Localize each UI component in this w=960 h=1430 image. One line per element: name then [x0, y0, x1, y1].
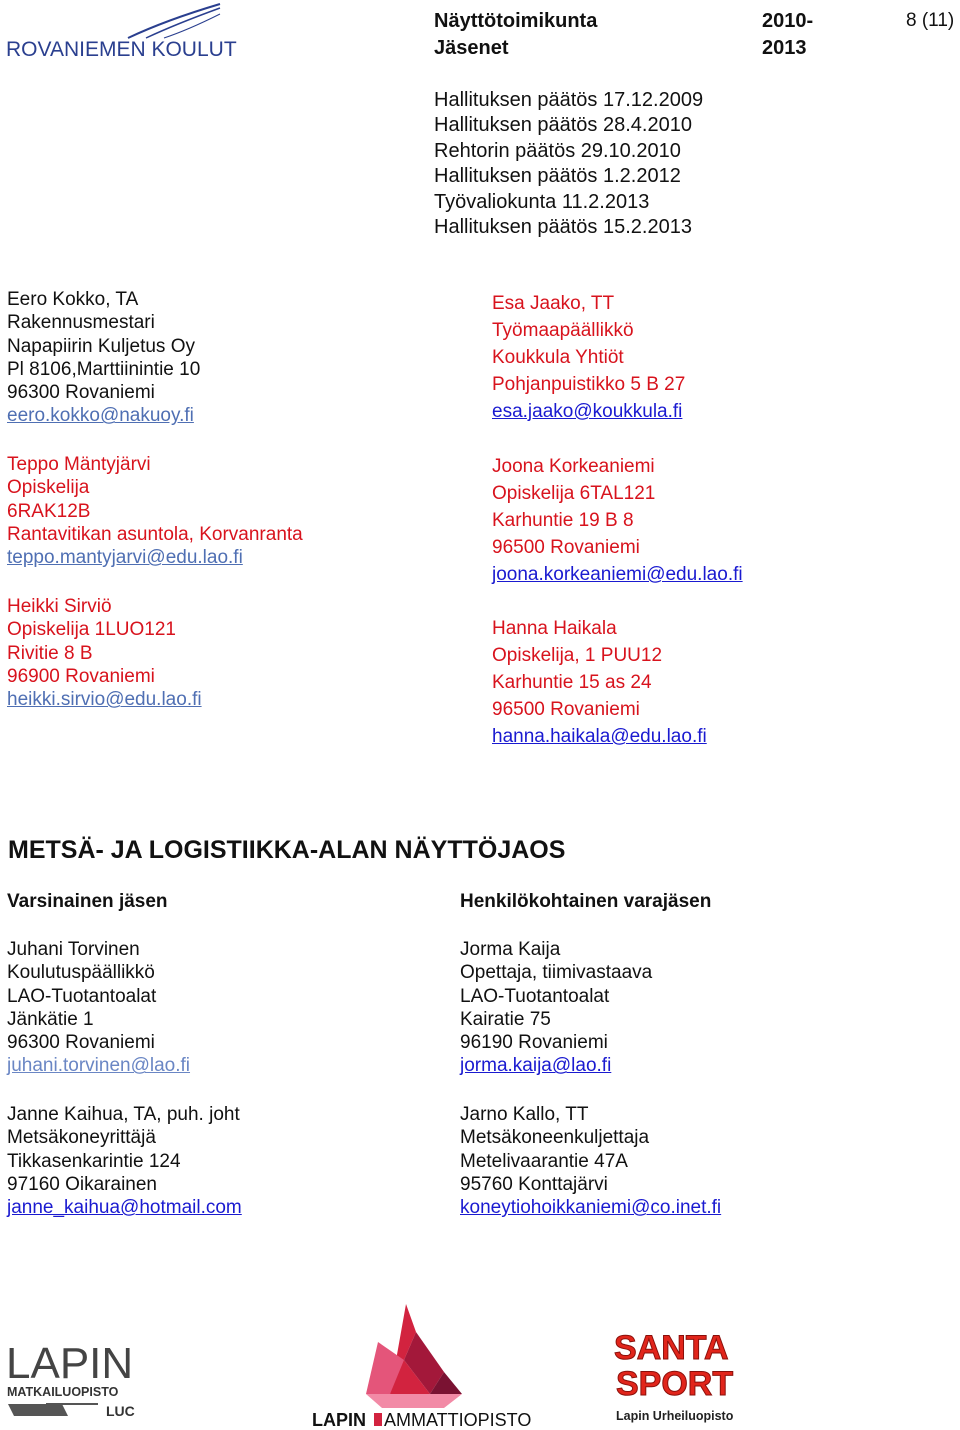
- member-line: 95760 Konttajärvi: [460, 1173, 608, 1195]
- member-line: Metsäkoneenkuljettaja: [460, 1127, 650, 1149]
- member-line: Jänkätie 1: [7, 1008, 94, 1030]
- member-line: Rantavitikan asuntola, Korvanranta: [7, 523, 303, 545]
- member-line: 96190 Rovaniemi: [460, 1032, 608, 1054]
- member-line: 96300 Rovaniemi: [7, 382, 155, 404]
- section-title: METSÄ- JA LOGISTIIKKA-ALAN NÄYTTÖJAOS: [8, 836, 566, 864]
- member-line: Opiskelija 1LUO121: [7, 619, 176, 641]
- member-line: Juhani Torvinen: [7, 939, 140, 960]
- email-link[interactable]: heikki.sirvio@edu.lao.fi: [7, 689, 202, 711]
- title-line-2: Jäsenet: [434, 37, 509, 59]
- column-heading-regular: Varsinainen jäsen: [7, 891, 168, 912]
- email-link[interactable]: eero.kokko@nakuoy.fi: [7, 405, 194, 427]
- member-line: Metsäkoneyrittäjä: [7, 1127, 156, 1149]
- email-link[interactable]: joona.korkeaniemi@edu.lao.fi: [492, 564, 743, 585]
- urheiluopisto-word: Lapin Urheiluopisto: [616, 1409, 734, 1423]
- member-line: Esa Jaako, TT: [492, 293, 615, 314]
- decision-item: Rehtorin päätös 29.10.2010: [434, 139, 681, 162]
- member-line: Hanna Haikala: [492, 618, 617, 639]
- member-line: Rivitie 8 B: [7, 642, 93, 664]
- email-link[interactable]: janne_kaihua@hotmail.com: [7, 1197, 242, 1219]
- member-line: Työmaapäällikkö: [492, 320, 634, 341]
- member-line: Metelivaarantie 47A: [460, 1150, 628, 1172]
- member-esa-jaako: [492, 290, 685, 425]
- member-jarno-kallo: [460, 1103, 721, 1219]
- member-line: Teppo Mäntyjärvi: [7, 454, 151, 475]
- member-line: Opiskelija: [7, 477, 90, 499]
- matkailuopisto-word: MATKAILUOPISTO: [7, 1385, 119, 1399]
- lapin-word: LAPIN: [6, 1339, 134, 1388]
- member-line: Napapiirin Kuljetus Oy: [7, 335, 195, 357]
- member-line: 97160 Oikarainen: [7, 1173, 157, 1195]
- member-hanna-haikala: [492, 615, 707, 750]
- member-janne-kaihua: [7, 1103, 242, 1219]
- lapin-matkailuopisto-logo: [6, 1334, 146, 1424]
- member-line: Rakennusmestari: [7, 312, 155, 334]
- email-link[interactable]: juhani.torvinen@lao.fi: [7, 1055, 191, 1077]
- header-period: [762, 8, 813, 62]
- member-line: 96500 Rovaniemi: [492, 537, 640, 558]
- email-link[interactable]: teppo.mantyjarvi@edu.lao.fi: [7, 547, 243, 569]
- title-line-1: Näyttötoimikunta: [434, 10, 598, 32]
- logo-text: ROVANIEMEN KOULUT: [6, 38, 237, 61]
- member-juhani-torvinen: [7, 938, 190, 1078]
- member-teppo-mantyjarvi: [7, 453, 303, 569]
- member-line: Opiskelija, 1 PUU12: [492, 645, 663, 666]
- member-line: Koulutuspäällikkö: [7, 962, 155, 984]
- member-eero-kokko: [7, 288, 200, 428]
- member-line: Pl 8106,Marttiinintie 10: [7, 358, 201, 380]
- santa-word: SANTA: [614, 1329, 729, 1367]
- period-line-2: 2013: [762, 37, 807, 59]
- member-line: Jarno Kallo, TT: [460, 1104, 589, 1125]
- member-line: Pohjanpuistikko 5 B 27: [492, 374, 686, 395]
- member-line: Karhuntie 15 as 24: [492, 672, 652, 693]
- email-link[interactable]: hanna.haikala@edu.lao.fi: [492, 726, 707, 747]
- decision-item: Hallituksen päätös 17.12.2009: [434, 89, 704, 111]
- sport-word: SPORT: [616, 1365, 734, 1403]
- decision-item: Hallituksen päätös 28.4.2010: [434, 114, 692, 137]
- email-link[interactable]: koneytiohoikkaniemi@co.inet.fi: [460, 1197, 722, 1219]
- member-line: LAO-Tuotantoalat: [7, 985, 157, 1007]
- member-line: 96500 Rovaniemi: [492, 699, 640, 720]
- header-title: [434, 8, 597, 62]
- decision-item: Hallituksen päätös 1.2.2012: [434, 165, 681, 188]
- member-line: Joona Korkeaniemi: [492, 456, 655, 477]
- member-line: Opiskelija 6TAL121: [492, 483, 656, 504]
- rovaniemen-koulut-logo: [6, 2, 246, 74]
- member-line: 6RAK12B: [7, 500, 91, 522]
- member-line: Eero Kokko, TA: [7, 289, 139, 310]
- column-heading-deputy: Henkilökohtainen varajäsen: [460, 891, 712, 912]
- email-link[interactable]: esa.jaako@koukkula.fi: [492, 401, 683, 422]
- member-line: Jorma Kaija: [460, 939, 561, 960]
- member-heikki-sirvio: [7, 595, 202, 711]
- lapin-ammattiopisto-logo: [312, 1302, 548, 1428]
- decision-list: [434, 88, 703, 240]
- member-line: LAO-Tuotantoalat: [460, 985, 610, 1007]
- period-line-1: 2010-: [762, 10, 814, 32]
- email-link[interactable]: jorma.kaija@lao.fi: [460, 1055, 612, 1077]
- member-line: Koukkula Yhtiöt: [492, 347, 624, 368]
- member-joona-korkeaniemi: [492, 453, 743, 588]
- decision-item: Työvaliokunta 11.2.2013: [434, 190, 650, 213]
- member-line: Tikkasenkarintie 124: [7, 1150, 181, 1172]
- santa-sport-logo: [612, 1323, 754, 1425]
- member-line: Kairatie 75: [460, 1008, 551, 1030]
- member-line: Karhuntie 19 B 8: [492, 510, 634, 531]
- ammattiopisto-word: AMMATTIOPISTO: [384, 1410, 532, 1428]
- member-line: 96300 Rovaniemi: [7, 1032, 155, 1054]
- ammatti-lapin-word: LAPIN: [312, 1410, 366, 1428]
- decision-item: Hallituksen päätös 15.2.2013: [434, 216, 692, 239]
- member-line: Opettaja, tiimivastaava: [460, 962, 653, 984]
- luc-abbr: LUC: [106, 1403, 135, 1419]
- page-number: 8 (11): [906, 10, 955, 31]
- member-line: 96900 Rovaniemi: [7, 665, 155, 687]
- member-line: Heikki Sirviö: [7, 596, 112, 617]
- member-jorma-kaija: [460, 938, 652, 1078]
- member-line: Janne Kaihua, TA, puh. joht: [7, 1104, 240, 1125]
